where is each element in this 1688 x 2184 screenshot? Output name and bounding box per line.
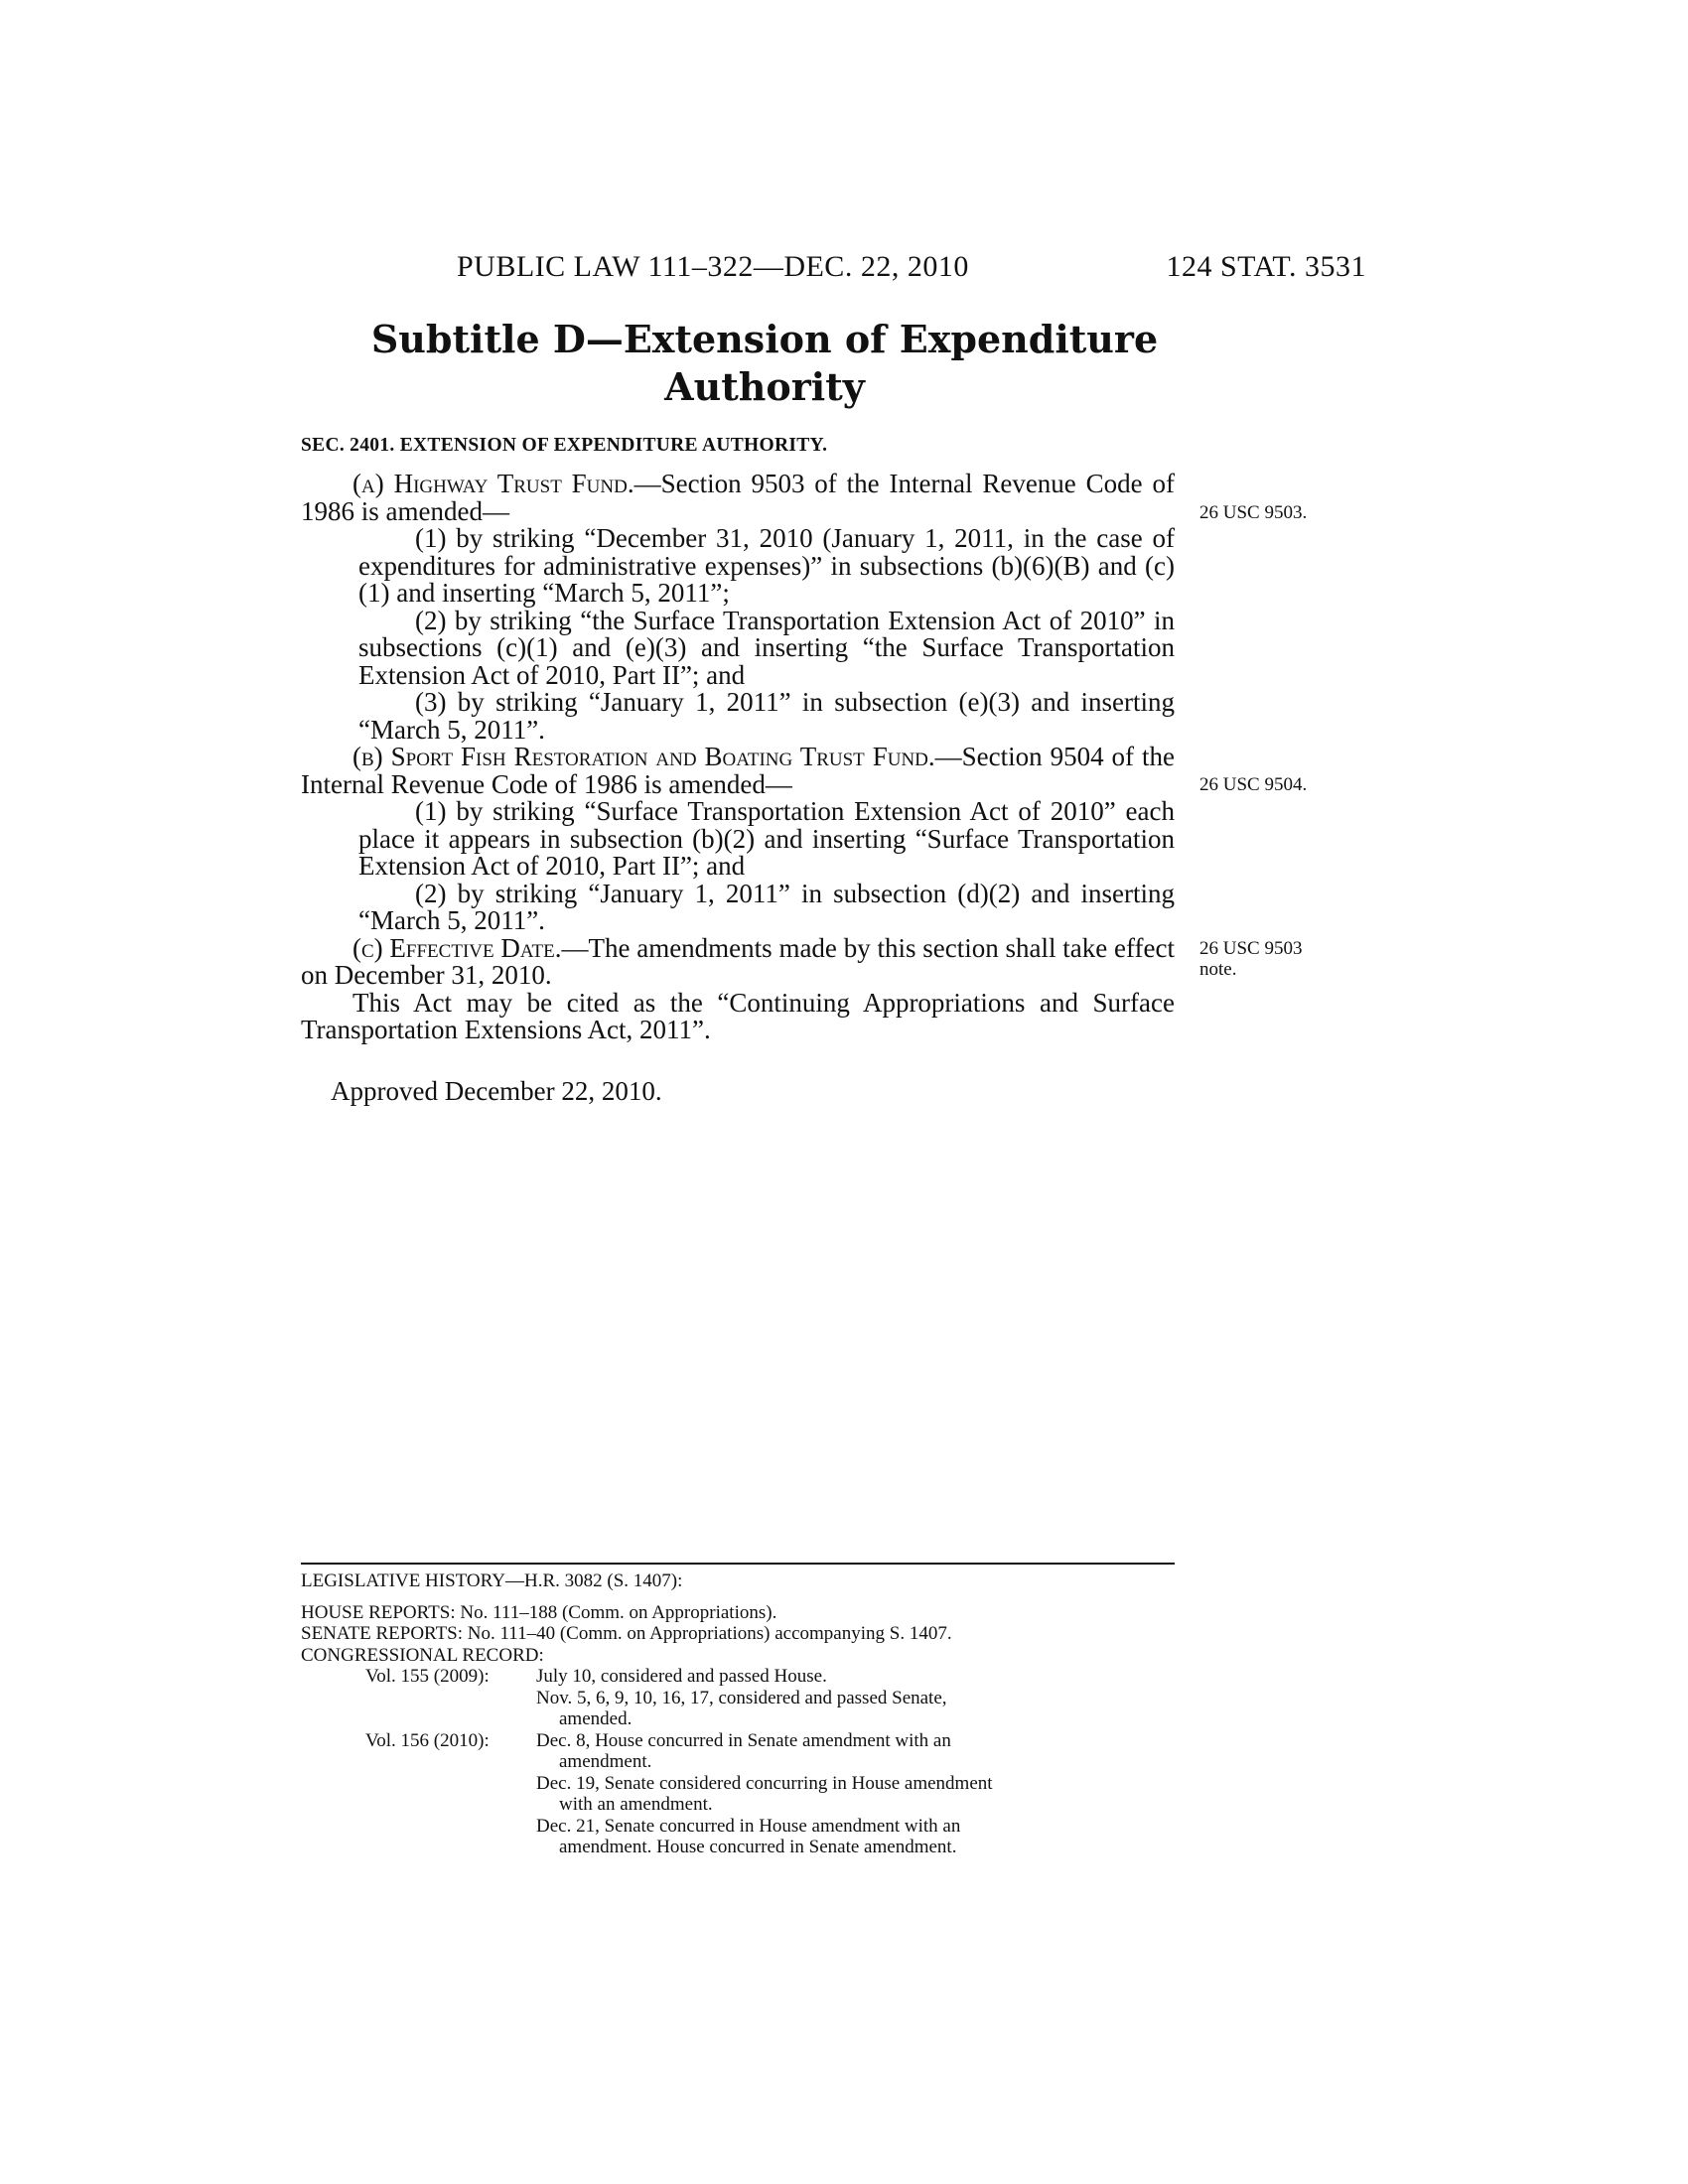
- running-head: [447, 250, 1366, 290]
- vol-155-row-3: [301, 1708, 1175, 1730]
- vol-156-row-3: [301, 1773, 1175, 1795]
- paragraph-b2: (2) by striking “January 1, 2011” in subsection (d)(2) and inserting “March 5, 2011”.: [358, 878, 1175, 935]
- paragraph-a: [301, 471, 1175, 525]
- margin-note-9503: 26 USC 9503.: [1199, 502, 1308, 523]
- paragraph-a-text: —Section 9503 of the Internal Revenue Code of 1986 is amended—: [301, 469, 1175, 526]
- vol-155-label: Vol. 155 (2009):: [365, 1666, 490, 1687]
- paragraph-b: [301, 744, 1175, 798]
- vol-155-row: [301, 1666, 1175, 1688]
- section-body: [301, 471, 1175, 1044]
- vol-156-entry-2: Dec. 19, Senate considered concurring in House amendment: [536, 1772, 993, 1794]
- vol-156-row-4: [301, 1794, 1175, 1816]
- paragraph-a2: (2) by striking “the Surface Transportation Extension Act of 2010” in subsections (c)(1) and (e)(3) and inserting “the Surface Transportation Extension Act of 2010, Part II”; and: [358, 605, 1175, 690]
- vol-156-row-5: [301, 1816, 1175, 1838]
- margin-note-9503-note-line-1: 26 USC 9503: [1199, 938, 1303, 959]
- vol-155-row-2: [301, 1688, 1175, 1709]
- approval-date: Approved December 22, 2010.: [331, 1076, 662, 1106]
- senate-reports: SENATE REPORTS: No. 111–40 (Comm. on Appropriations) accompanying S. 1407.: [301, 1623, 952, 1644]
- margin-note-9504: 26 USC 9504.: [1199, 774, 1308, 795]
- paragraph-a1: (1) by striking “December 31, 2010 (January 1, 2011, in the case of expenditures for administrative expenses)” in subsections (b)(6)(B) and (c)(1) and inserting “March 5, 2011”;: [358, 523, 1175, 608]
- short-title-citation: This Act may be cited as the “Continuing Appropriations and Surface Transportation Extensions Act, 2011”.: [301, 987, 1175, 1044]
- vol-156-row: [301, 1730, 1175, 1752]
- vol-155-entry-1: July 10, considered and passed House.: [536, 1666, 827, 1687]
- margin-note-9503-note-line-2: note.: [1199, 959, 1237, 980]
- statute-page-number: 124 STAT. 3531: [1166, 250, 1366, 283]
- paragraph-c-heading: (c) Effective Date.: [352, 932, 562, 963]
- vol-156-entry-3-cont: amendment. House concurred in Senate amendment.: [559, 1837, 957, 1857]
- paragraph-b-text: —Section 9504 of the Internal Revenue Code of 1986 is amended—: [301, 742, 1175, 799]
- subtitle-line-2: Authority: [664, 364, 865, 409]
- margin-note-9503-note: [1199, 938, 1302, 980]
- subtitle-line-1: Subtitle D—Extension of Expenditure: [370, 317, 1159, 361]
- public-law-header: PUBLIC LAW 111–322—DEC. 22, 2010: [457, 250, 969, 283]
- paragraph-a3: (3) by striking “January 1, 2011” in subsection (e)(3) and inserting “March 5, 2011”.: [358, 687, 1175, 745]
- legislative-history-title: LEGISLATIVE HISTORY—H.R. 3082 (S. 1407):: [301, 1570, 683, 1591]
- vol-156-row-6: [301, 1837, 1175, 1858]
- paragraph-a-heading: (a) Highway Trust Fund.: [352, 469, 634, 498]
- vol-156-entry-2-cont: with an amendment.: [559, 1794, 713, 1815]
- section-heading: SEC. 2401. EXTENSION OF EXPENDITURE AUTHORITY.: [301, 435, 828, 456]
- vol-156-entry-3: Dec. 21, Senate concurred in House amendment with an: [536, 1815, 961, 1837]
- footnote-rule: [301, 1563, 1175, 1565]
- vol-155-entry-2: Nov. 5, 6, 9, 10, 16, 17, considered and passed Senate,: [536, 1687, 947, 1708]
- paragraph-b-heading: (b) Sport Fish Restoration and Boating Trust Fund.: [352, 742, 935, 771]
- congressional-record-heading: CONGRESSIONAL RECORD:: [301, 1644, 544, 1666]
- vol-156-label: Vol. 156 (2010):: [365, 1729, 490, 1751]
- vol-155-entry-2-cont: amended.: [559, 1708, 633, 1729]
- legislative-history: [301, 1563, 1175, 1858]
- house-reports: HOUSE REPORTS: No. 111–188 (Comm. on Appropriations).: [301, 1601, 777, 1623]
- vol-156-entry-1-cont: amendment.: [559, 1751, 652, 1772]
- vol-156-entry-1: Dec. 8, House concurred in Senate amendment with an: [536, 1729, 951, 1751]
- paragraph-c-text: —The amendments made by this section shall take effect on December 31, 2010.: [301, 932, 1175, 990]
- paragraph-b1: (1) by striking “Surface Transportation Extension Act of 2010” each place it appears in subsection (b)(2) and inserting “Surface Transportation Extension Act of 2010, Part II”; and: [358, 796, 1175, 881]
- paragraph-c: [301, 932, 1175, 990]
- vol-156-row-2: [301, 1751, 1175, 1773]
- subtitle-heading: [298, 316, 1231, 411]
